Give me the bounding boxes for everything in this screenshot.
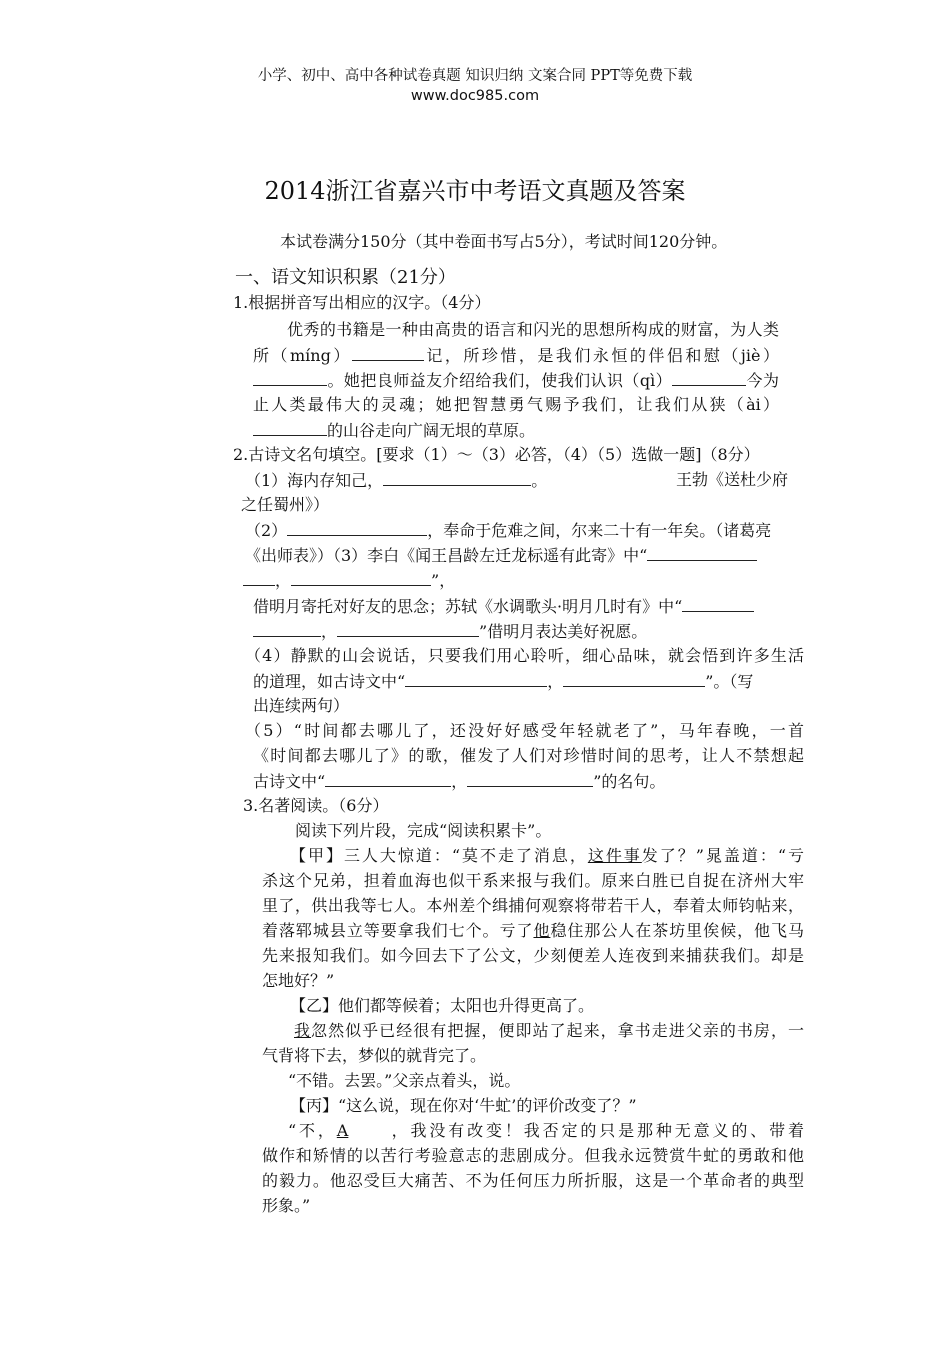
passage-text: ，我没有改变！我否定的只是那种无意义的、带着 (388, 1121, 804, 1140)
passage-bing-line: 的毅力。他忍受巨大痛苦、不为任何压力所折服，这是一个革命者的典型 (262, 1171, 804, 1190)
passage-yi-line: 【乙】他们都等候着；太阳也升得更高了。 (290, 996, 595, 1015)
q2-item-3 (245, 545, 757, 566)
q2-item-3 (253, 596, 754, 617)
answer-blank[interactable] (405, 671, 547, 687)
q1-text: 所（míng） (253, 346, 352, 365)
answer-blank[interactable] (253, 621, 321, 637)
passage-bing-line: 【丙】“这么说，现在你对‘牛虻’的评价改变了？” (290, 1096, 637, 1115)
answer-blank[interactable] (647, 545, 757, 561)
q2-item-5: （5）“时间都去哪儿了，还没好好感受年轻就老了”，马年春晚，一首 (245, 721, 804, 740)
q1-text: 今为 (746, 371, 779, 390)
q2-heading: 2.古诗文名句填空。[要求（1）～（3）必答，（4）（5）选做一题]（8分） (233, 445, 760, 464)
q2-text: ， (275, 571, 292, 590)
q2-text: 借明月寄托对好友的思念；苏轼《水调歌头·明月几时有》中“ (253, 597, 683, 616)
q2-text: 的道理，如古诗文中“ (253, 672, 406, 691)
q2-text: ”的名句。 (593, 772, 666, 791)
q2-item-1 (245, 470, 547, 491)
q2-text: ”借明月表达美好祝愿。 (479, 622, 648, 641)
passage-text: 【甲】三人大惊道：“莫不走了消息， (290, 846, 588, 865)
q2-item-3 (253, 621, 647, 642)
q2-text: 。 (531, 471, 548, 490)
q2-item-4: （4）静默的山会说话，只要我们用心聆听，细心品味，就会悟到许多生活 (245, 646, 804, 665)
q1-text: 。她把良师益友介绍给我们，使我们认识（qì） (327, 371, 673, 390)
q2-text: ， (321, 622, 338, 641)
q1-text: 的山谷走向广阔无垠的草原。 (327, 421, 536, 440)
passage-jia-line: 里了，供出我等七人。本州差个缉捕何观察将带若干人，奉着太师钧帖来， (262, 896, 804, 915)
answer-blank[interactable] (291, 570, 431, 586)
passage-jia-line: 怎地好？” (262, 971, 335, 990)
passage-bing-line: 做作和矫情的以苦行考验意志的悲剧成分。但我永远赞赏牛虻的勇敢和他 (262, 1146, 804, 1165)
q3-instruction: 阅读下列片段，完成“阅读积累卡”。 (295, 821, 552, 840)
answer-blank[interactable] (287, 520, 427, 536)
q1-text-line (253, 420, 535, 441)
passage-jia-line: 先来报知我们。如今回去下了公文，少刻便差人连夜到来捕获我们。却是 (262, 946, 804, 965)
q2-item-4: 出连续两句） (253, 696, 350, 715)
passage-yi-line: “不错。去罢。”父亲点着头，说。 (288, 1071, 521, 1090)
passage-yi-line (294, 1021, 804, 1041)
q1-text-line (253, 370, 779, 391)
exam-intro: 本试卷满分150分（其中卷面书写占5分），考试时间120分钟。 (280, 232, 728, 251)
q2-text: 《出师表》）（3）李白《闻王昌龄左迁龙标遥有此寄》中“ (245, 546, 648, 565)
q2-text: （1）海内存知己， (245, 471, 384, 490)
q2-text: ”。（写 (705, 672, 754, 691)
underlined-phrase: 他 (533, 921, 551, 940)
answer-blank[interactable] (243, 570, 275, 586)
passage-text: 发了？”晁盖道：“亏 (641, 846, 804, 865)
site-header-tagline: 小学、初中、高中各种试卷真题 知识归纳 文案合同 PPT等免费下载 (257, 68, 693, 84)
section-heading: 一、语文知识积累（21分） (235, 267, 456, 288)
q2-text: ， (547, 672, 564, 691)
q2-text: ”， (431, 571, 456, 590)
underlined-phrase: 我 (294, 1021, 312, 1040)
q1-heading: 1.根据拼音写出相应的汉字。（4分） (233, 293, 491, 312)
answer-blank[interactable] (337, 621, 479, 637)
q2-item-3 (243, 570, 455, 591)
answer-blank[interactable] (682, 596, 754, 612)
q2-item-2 (245, 520, 771, 541)
q2-text: 古诗文中“ (253, 772, 326, 791)
passage-bing-line (288, 1121, 804, 1141)
exam-title: 2014浙江省嘉兴市中考语文真题及答案 (264, 177, 686, 205)
q2-text: ， (451, 772, 468, 791)
q2-item-5: 《时间都去哪儿了》的歌，催发了人们对珍惜时间的思考，让人不禁想起 (253, 746, 804, 765)
passage-jia-line (262, 921, 804, 941)
q2-item-5 (253, 771, 665, 792)
q1-text: 记，所珍惜，是我们永恒的伴侣和慰（jiè） (423, 346, 779, 365)
answer-blank[interactable] (325, 771, 451, 787)
site-header-url[interactable]: www.doc985.com (410, 88, 540, 104)
q1-text-line: 止人类最伟大的灵魂；她把智慧勇气赐予我们，让我们从狭（ài） (253, 395, 779, 414)
q2-item-4 (253, 671, 753, 692)
answer-blank[interactable] (563, 671, 705, 687)
passage-jia-line (290, 846, 804, 866)
q2-source: 王勃《送杜少府 (676, 470, 789, 489)
passage-text: 忽然似乎已经很有把握，便即站了起来，拿书走进父亲的书房，一 (311, 1021, 804, 1040)
answer-blank[interactable] (253, 370, 327, 386)
q2-source: 之任蜀州》） (241, 495, 330, 514)
answer-blank[interactable] (672, 370, 746, 386)
underlined-phrase: 这件事 (587, 846, 642, 865)
passage-yi-line: 气背将下去，梦似的就背完了。 (262, 1046, 487, 1065)
passage-text: 稳住那公人在茶坊里俟候，他飞马 (550, 921, 804, 940)
q2-text: （2） (245, 521, 288, 540)
passage-text: “不， (288, 1121, 337, 1140)
answer-blank-A[interactable]: A (336, 1121, 349, 1140)
q1-text-line: 优秀的书籍是一种由高贵的语言和闪光的思想所构成的财富，为人类 (287, 320, 779, 339)
answer-blank[interactable] (467, 771, 593, 787)
q3-heading: 3.名著阅读。（6分） (243, 796, 389, 815)
q2-text: ，奉命于危难之间，尔来二十有一年矣。（诸葛亮 (427, 521, 772, 540)
passage-jia-line: 杀这个兄弟，担着血海也似干系来报与我们。原来白胜已自捉在济州大牢 (262, 871, 804, 890)
answer-blank[interactable] (383, 470, 531, 486)
passage-text: 着落郓城县立等要拿我们七个。亏了 (262, 921, 534, 940)
q1-text-line (253, 345, 779, 366)
passage-bing-line: 形象。” (262, 1196, 311, 1215)
answer-blank[interactable] (352, 345, 424, 361)
answer-blank[interactable] (253, 420, 327, 436)
